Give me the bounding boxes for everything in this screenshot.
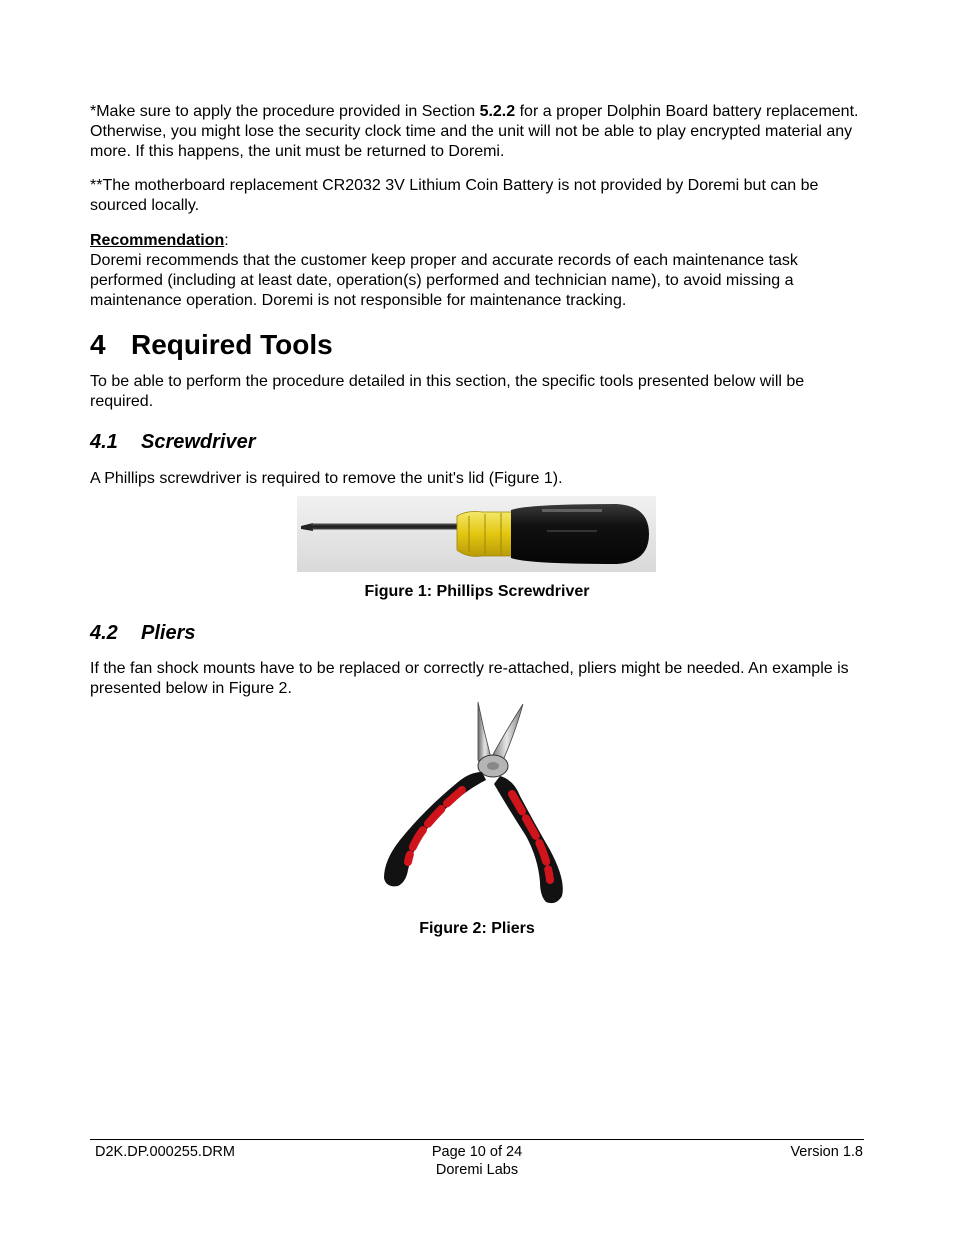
battery-note [90, 102, 865, 162]
screwdriver-title: Screwdriver [141, 431, 256, 453]
footer-page-number: Page 10 of 24 [431, 1144, 523, 1160]
battery-note-suffix: for a proper Dolphin Board battery replacement. Otherwise, you might lose the security clock time and the unit will not be able to play encrypted material any more. If this happens, the unit must be returned to Doremi. [90, 103, 859, 160]
recommendation-title: Recommendation [90, 232, 225, 249]
screwdriver-text: A Phillips screwdriver is required to remove the unit's lid (Figure 1). [90, 470, 563, 487]
section-reference: 5.2.2 [479, 103, 516, 120]
screwdriver-illustration [297, 496, 656, 572]
recommendation-body: Doremi recommends that the customer keep proper and accurate records of each maintenance task performed (including at least date, operation(s) performed and technician name), to avoid missing a maintenance operation. Doremi is not responsible for maintenance tracking. [90, 252, 798, 309]
screwdriver-image [297, 496, 656, 572]
recommendation-colon: : [224, 232, 229, 249]
screwdriver-number: 4.1 [90, 431, 118, 453]
footer-doc-id: D2K.DP.000255.DRM [95, 1144, 235, 1160]
motherboard-note: **The motherboard replacement CR2032 3V Lithium Coin Battery is not provided by Doremi but can be sourced locally. [90, 177, 819, 214]
figure-1-caption: Figure 1: Phillips Screwdriver [364, 583, 590, 600]
pliers-heading [90, 620, 195, 646]
footer-company: Doremi Labs [435, 1162, 519, 1178]
section-title: Required Tools [131, 329, 333, 360]
screwdriver-heading [90, 429, 256, 455]
section-number: 4 [90, 329, 106, 360]
figure-2-caption: Figure 2: Pliers [419, 920, 535, 937]
pliers-illustration [380, 700, 576, 906]
recommendation-block [90, 231, 865, 311]
footer-divider [90, 1139, 864, 1140]
footer-version: Version 1.8 [790, 1144, 863, 1160]
battery-note-prefix: *Make sure to apply the procedure provided in Section [90, 103, 480, 120]
section-heading [90, 328, 333, 362]
pliers-image [380, 700, 576, 906]
pliers-title: Pliers [141, 622, 196, 644]
pliers-number: 4.2 [90, 622, 118, 644]
pliers-text: If the fan shock mounts have to be replaced or correctly re-attached, pliers might be needed. An example is presented below in Figure 2. [90, 660, 849, 697]
section-intro: To be able to perform the procedure detailed in this section, the specific tools presented below will be required. [90, 373, 805, 410]
